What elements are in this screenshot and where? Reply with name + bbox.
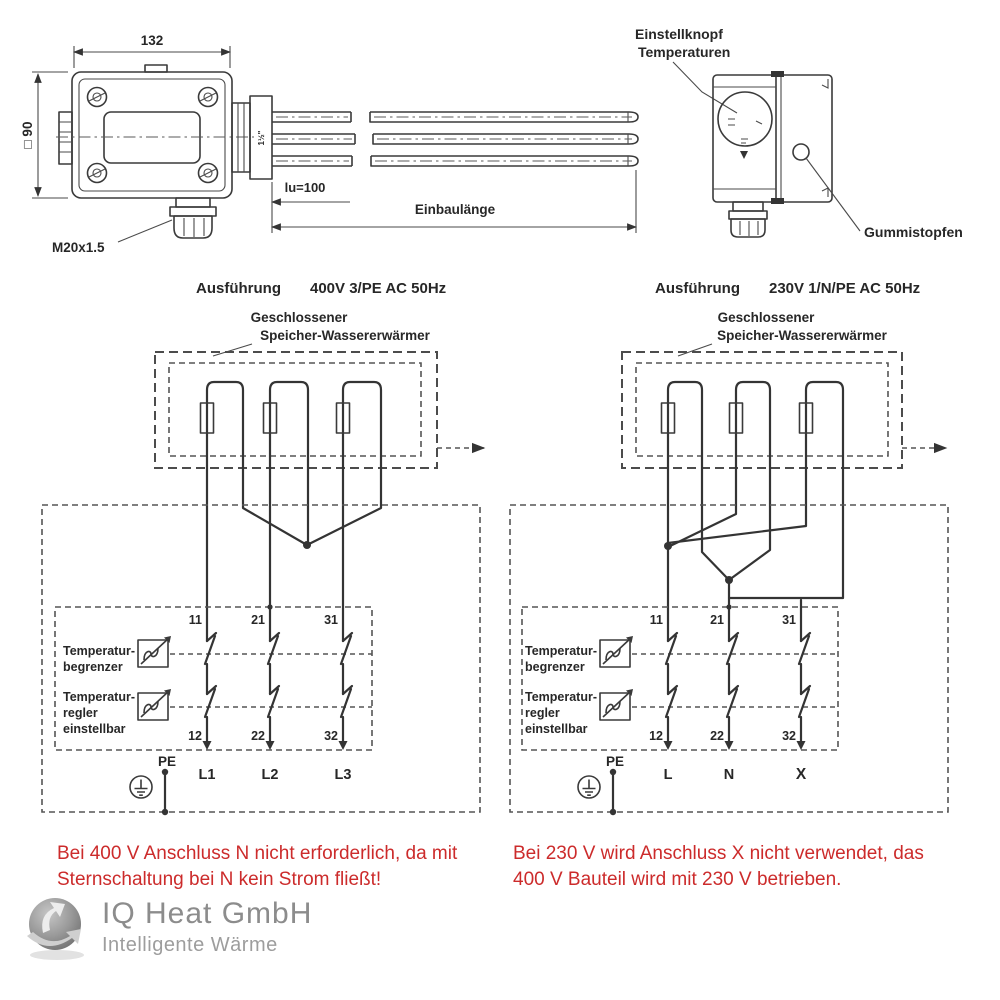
dim-width-label: 132 [140,33,164,48]
tank-label: Speicher-Wassererwärmer [717,328,887,343]
note-230v [513,841,924,893]
rubber-plug-hole [793,144,809,160]
regulator-label: einstellbar [63,722,126,736]
phase-label: N [723,767,735,783]
thermostat-drawing [635,26,963,240]
regulator-label: einstellbar [525,722,588,736]
tank-label: Geschlossener [717,310,815,325]
execution-value: 230V 1/N/PE AC 50Hz [769,280,921,297]
screw-icon [199,164,218,183]
knob-label: Temperaturen [638,44,731,60]
terminal-label: 12 [649,729,663,743]
phase-label: L3 [334,767,352,783]
thermostat-gland [729,202,767,237]
hinge-tab [771,198,784,204]
terminal-label: 32 [324,729,338,743]
execution-label: Ausführung [655,280,740,297]
wiring-diagram-400v [42,280,484,815]
note-line: Sternschaltung bei N kein Strom fließt! [57,869,382,890]
company-logo [20,891,312,963]
phase-label: L2 [261,767,279,783]
regulator-label: regler [63,706,98,720]
dim-height-label: □ 90 [20,121,35,149]
company-name: IQ Heat GmbH [102,897,313,930]
execution-value: 400V 3/PE AC 50Hz [310,280,447,297]
dimension-132 [74,33,230,68]
limiter-label: Temperatur- [63,644,136,658]
temperature-regulator-icon [138,689,171,720]
phase-label: X [795,766,807,783]
terminal-label: 22 [710,729,724,743]
screw-icon [88,164,107,183]
limiter-label: begrenzer [63,660,123,674]
temperature-regulator-icon [600,689,633,720]
terminal-label: 31 [782,613,796,627]
phase-label: L1 [198,767,216,783]
temperature-limiter-icon [138,636,171,667]
logo-globe-icon [20,891,92,963]
screw-icon [199,88,218,107]
cable-gland [170,198,216,238]
pe-label: PE [605,754,625,769]
company-tagline: Intelligente Wärme [102,934,278,956]
plug-label: Gummistopfen [864,224,963,240]
heating-elements-star [201,382,382,641]
install-length-label: Einbaulänge [414,202,496,217]
note-400v [57,841,457,893]
terminal-label: 11 [649,613,663,627]
terminal-label: 11 [188,613,202,627]
wiring-diagram-230v [510,280,948,815]
tank-outer-boundary [622,352,902,468]
thermostat-body [713,75,832,202]
phase-label: L [663,767,673,783]
terminal-label: 22 [251,729,265,743]
regulator-label: Temperatur- [525,690,598,704]
junction-box-drawing [20,33,638,255]
dimension-lu100 [272,180,350,202]
terminal-label: 32 [782,729,796,743]
connection-area-boundary [42,505,480,812]
junction-box-tab [145,65,167,72]
hinge-tab [771,71,784,77]
dial-pointer [740,151,748,159]
earth-icon [578,776,600,798]
terminal-label: 12 [188,729,202,743]
earth-icon [130,776,152,798]
terminal-label: 31 [324,613,338,627]
note-line: 400 V Bauteil wird mit 230 V betrieben. [513,869,842,890]
heating-rods [272,112,638,166]
execution-label: Ausführung [196,280,281,297]
limiter-label: begrenzer [525,660,585,674]
gland-thread-label: M20x1.5 [52,240,105,255]
junction-box-body [72,72,232,198]
dimension-90 [20,72,68,198]
tank-label: Speicher-Wassererwärmer [260,328,430,343]
temperature-dial [718,92,772,146]
tank-label: Geschlossener [250,310,348,325]
screw-icon [88,88,107,107]
note-line: Bei 230 V wird Anschluss X nicht verwendet, das [513,843,924,864]
knob-label: Einstellknopf [635,26,723,42]
terminal-label: 21 [251,613,265,627]
side-connector [59,112,72,164]
terminal-label: 21 [710,613,724,627]
temperature-limiter-icon [600,636,633,667]
immersion-depth-label: lu=100 [284,180,326,195]
note-line: Bei 400 V Anschluss N nicht erforderlich, da mit [57,843,458,864]
heating-elements-parallel [662,382,844,641]
tank-outer-boundary [155,352,437,468]
pe-label: PE [157,754,177,769]
regulator-label: regler [525,706,560,720]
regulator-label: Temperatur- [63,690,136,704]
limiter-label: Temperatur- [525,644,598,658]
thread-size-label: 1½" [257,130,266,146]
